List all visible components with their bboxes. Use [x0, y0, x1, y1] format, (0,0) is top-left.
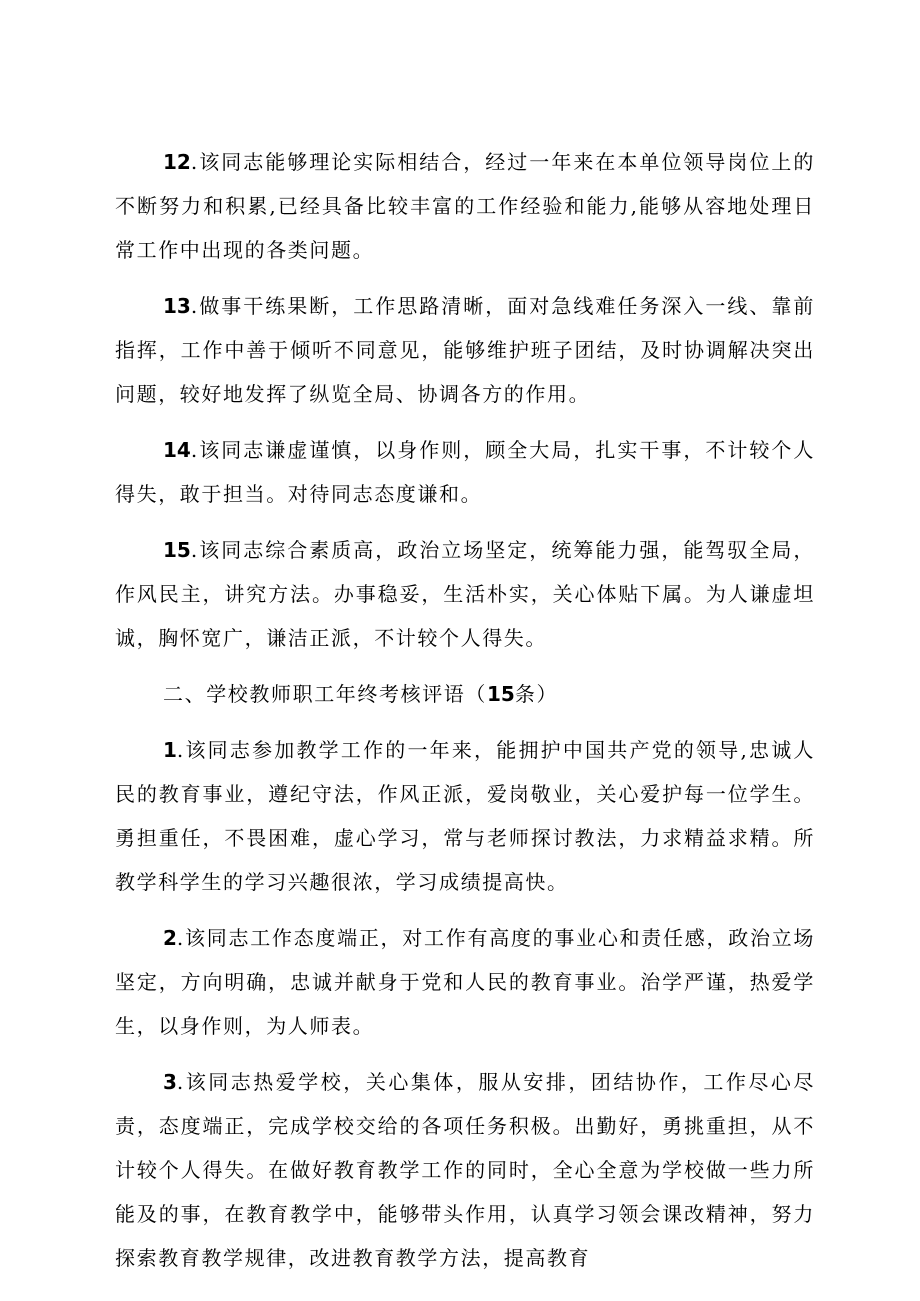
item-text: .该同志参加教学工作的一年来，能拥护中国共产党的领导,忠诚人民的教育事业，遵纪守法，作风正派，爱岗敬业，关心爱护每一位学生。勇担重任，不畏困难，虚心学习，常与老师探讨教法，力求精益求精。所教学科学生的学习兴趣很浓，学习成绩提高快。	[115, 738, 815, 894]
item-text: .该同志热爱学校，关心集体，服从安排，团结协作，工作尽心尽责，态度端正，完成学校交给的各项任务积极。出勤好，勇挑重担，从不计较个人得失。在做好教育教学工作的同时，全心全意为学校做一些力所能及的事，在教育教学中，能够带头作用，认真学习领会课改精神，努力探索教育教学规律，改进教育教学方法，提高教育	[115, 1070, 815, 1270]
item-number: 15	[163, 538, 191, 562]
teacher-item-2	[115, 916, 815, 1048]
teacher-item-3	[115, 1060, 815, 1280]
heading-suffix: 条）	[514, 682, 559, 706]
item-text: .做事干练果断，工作思路清晰，面对急线难任务深入一线、靠前指挥，工作中善于倾听不同意见，能够维护班子团结，及时协调解决突出问题，较好地发挥了纵览全局、协调各方的作用。	[115, 294, 815, 406]
item-number: 14	[163, 438, 191, 462]
item-14	[115, 428, 815, 516]
item-text: .该同志工作态度端正，对工作有高度的事业心和责任感，政治立场坚定，方向明确，忠诚并献身于党和人民的教育事业。治学严谨，热爱学生，以身作则，为人师表。	[115, 926, 815, 1038]
item-number: 2	[163, 926, 177, 950]
item-text: .该同志谦虚谨慎，以身作则，顾全大局，扎实干事，不计较个人得失，敢于担当。对待同志态度谦和。	[115, 438, 815, 506]
item-text: .该同志综合素质高，政治立场坚定，统筹能力强，能驾驭全局，作风民主，讲究方法。办事稳妥，生活朴实，关心体贴下属。为人谦虚坦诚，胸怀宽广，谦洁正派，不计较个人得失。	[115, 538, 815, 650]
teacher-item-1	[115, 728, 815, 904]
item-number: 13	[163, 294, 191, 318]
item-number: 3	[163, 1070, 177, 1094]
item-15	[115, 528, 815, 660]
item-number: 1	[163, 738, 177, 762]
item-number: 12	[163, 150, 191, 174]
heading-count: 15	[487, 682, 515, 706]
item-12	[115, 140, 815, 272]
item-text: .该同志能够理论实际相结合，经过一年来在本单位领导岗位上的不断努力和积累,已经具备比较丰富的工作经验和能力,能够从容地处理日常工作中出现的各类问题。	[115, 150, 815, 262]
document-body	[115, 140, 815, 1292]
item-13	[115, 284, 815, 416]
heading-prefix: 二、学校教师职工年终考核评语（	[163, 682, 487, 706]
section-two-heading	[115, 672, 815, 716]
